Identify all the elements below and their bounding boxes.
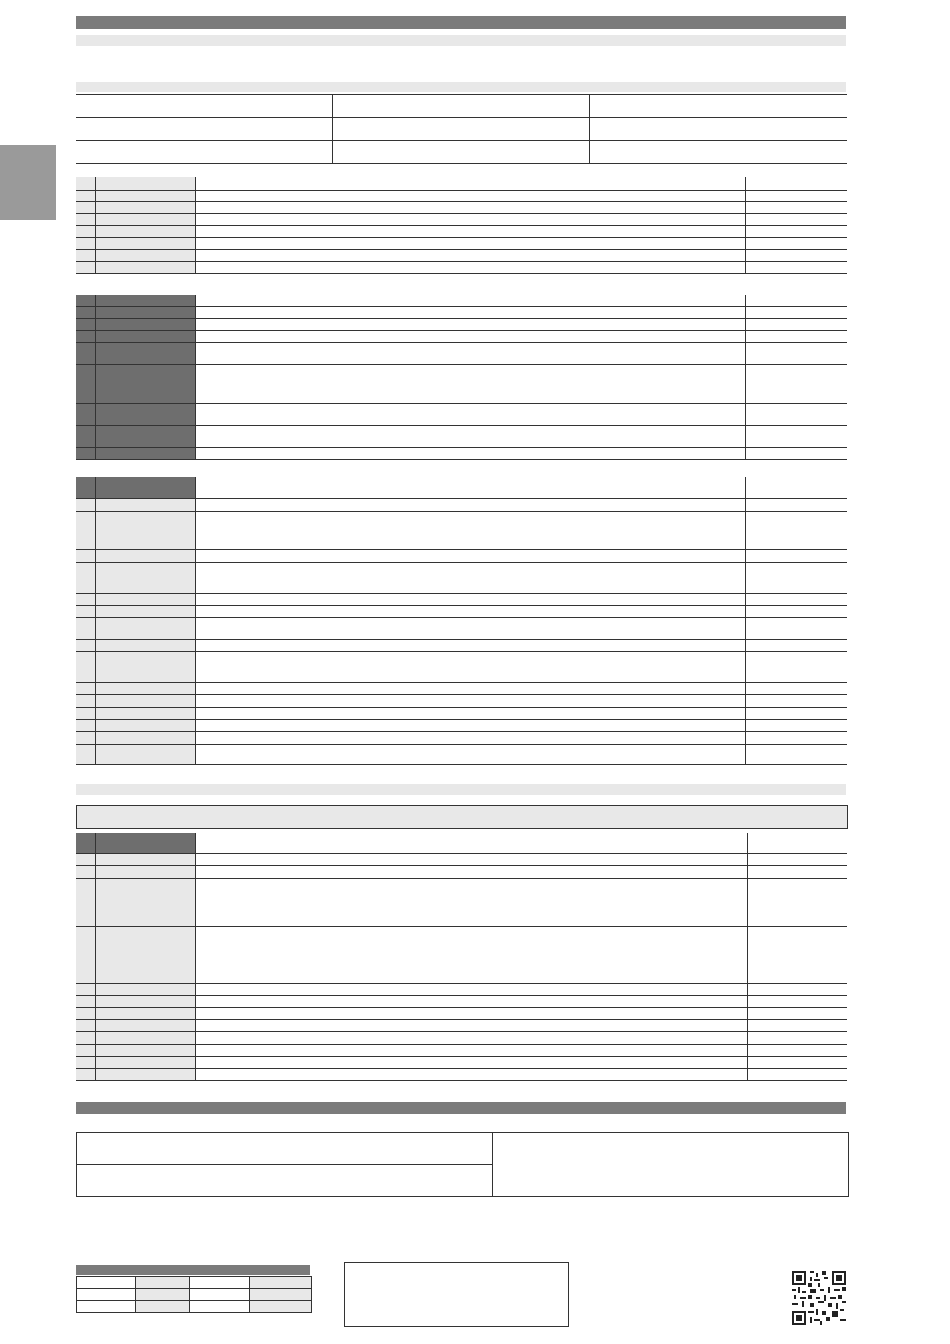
table-cell (196, 365, 746, 404)
table-cell (746, 343, 848, 365)
table-cell (748, 833, 848, 854)
table-row (76, 594, 847, 606)
table-cell (96, 1069, 196, 1081)
table-row (76, 477, 847, 499)
table-row (76, 226, 847, 238)
table-row (76, 708, 847, 720)
table-cell (746, 177, 848, 191)
table-cell (76, 984, 96, 996)
table-cell (746, 295, 848, 307)
table-row (76, 448, 847, 460)
table-cell (748, 866, 848, 879)
table-cell (96, 214, 196, 226)
table-cell (76, 550, 96, 563)
table-cell (96, 307, 196, 319)
table-cell (196, 512, 746, 550)
table-row (76, 1045, 847, 1057)
table-cell (746, 238, 848, 250)
table-cell (76, 708, 96, 720)
table-cell (748, 1057, 848, 1069)
table-row (76, 563, 847, 594)
table-cell (746, 426, 848, 448)
table-row (76, 319, 847, 331)
table-row (76, 879, 847, 927)
table-cell (96, 606, 196, 618)
table-cell (76, 191, 96, 202)
table-row (76, 512, 847, 550)
table-row (76, 745, 847, 765)
table-row (76, 426, 847, 448)
table-cell (76, 307, 96, 319)
table-cell (76, 606, 96, 618)
table-cell (96, 720, 196, 732)
table-cell (196, 879, 748, 927)
table-cell (76, 1069, 96, 1081)
table-cell (96, 448, 196, 460)
header-bar (76, 16, 846, 29)
small-cell (250, 1289, 312, 1301)
table-cell (76, 879, 96, 927)
section-3-box-left-bottom (76, 1164, 494, 1197)
table-cell (96, 732, 196, 745)
table-cell (96, 404, 196, 426)
table-cell (96, 426, 196, 448)
table-row (76, 499, 847, 512)
grid-cell (589, 95, 847, 118)
table-row (76, 343, 847, 365)
table-cell (76, 1032, 96, 1045)
table-cell (196, 1069, 748, 1081)
table-cell (76, 214, 96, 226)
table-cell (76, 996, 96, 1008)
section-2-note (76, 805, 848, 829)
table-cell (748, 1045, 848, 1057)
table-row (76, 732, 847, 745)
table-cell (196, 250, 746, 262)
table-cell (746, 250, 848, 262)
table-cell (96, 1032, 196, 1045)
table-cell (76, 732, 96, 745)
table-cell (76, 1008, 96, 1020)
table-cell (96, 477, 196, 499)
table-cell (76, 499, 96, 512)
table-cell (96, 331, 196, 343)
table-cell (76, 720, 96, 732)
table-cell (196, 563, 746, 594)
table-cell (76, 652, 96, 683)
table-cell (96, 1045, 196, 1057)
section-3-box-left-top (76, 1132, 494, 1166)
table-cell (96, 640, 196, 652)
table-row (76, 1057, 847, 1069)
table-cell (196, 404, 746, 426)
table-cell (746, 550, 848, 563)
table-cell (196, 214, 746, 226)
table-cell (76, 866, 96, 879)
table-cell (746, 191, 848, 202)
table-row (76, 365, 847, 404)
table-cell (196, 996, 748, 1008)
table-cell (96, 343, 196, 365)
table-cell (746, 499, 848, 512)
table-row (76, 1020, 847, 1032)
table-cell (76, 238, 96, 250)
table-cell (96, 652, 196, 683)
table-cell (746, 226, 848, 238)
table-cell (196, 177, 746, 191)
table-cell (748, 1008, 848, 1020)
table-cell (76, 1057, 96, 1069)
small-cell (77, 1289, 136, 1301)
table-row (76, 984, 847, 996)
table-cell (76, 365, 96, 404)
small-cell (250, 1277, 312, 1289)
table-cell (76, 927, 96, 984)
table-row (76, 695, 847, 708)
table-row (76, 652, 847, 683)
table-cell (76, 833, 96, 854)
table-cell (746, 683, 848, 695)
table-cell (196, 618, 746, 640)
grid-cell (332, 141, 589, 164)
table-cell (196, 1057, 748, 1069)
table-cell (96, 984, 196, 996)
table-cell (76, 448, 96, 460)
table-cell (748, 996, 848, 1008)
table-cell (746, 606, 848, 618)
table-row (76, 250, 847, 262)
table-row (76, 1008, 847, 1020)
table-cell (196, 331, 746, 343)
table-cell (196, 307, 746, 319)
section-1-header (76, 82, 846, 92)
table-cell (196, 732, 746, 745)
table-cell (76, 295, 96, 307)
bottom-note-box (344, 1262, 569, 1327)
table-cell (748, 1032, 848, 1045)
table-row (76, 307, 847, 319)
table-cell (96, 550, 196, 563)
table-cell (196, 448, 746, 460)
table-cell (746, 214, 848, 226)
table-cell (96, 295, 196, 307)
table-row (76, 550, 847, 563)
table-cell (96, 1057, 196, 1069)
table-cell (96, 833, 196, 854)
table-cell (746, 640, 848, 652)
table-row (76, 866, 847, 879)
table-cell (746, 262, 848, 274)
table-cell (76, 477, 96, 499)
table-cell (196, 984, 748, 996)
table-cell (196, 1008, 748, 1020)
table-cell (746, 448, 848, 460)
table-cell (746, 563, 848, 594)
table-cell (748, 927, 848, 984)
table-row (76, 833, 847, 854)
table-cell (196, 550, 746, 563)
table-cell (196, 683, 746, 695)
small-cell (190, 1301, 250, 1313)
table-cell (196, 720, 746, 732)
grid-cell (76, 141, 332, 164)
table-cell (76, 319, 96, 331)
table-cell (96, 618, 196, 640)
table-cell (76, 262, 96, 274)
small-cell (136, 1301, 190, 1313)
table-cell (196, 477, 746, 499)
table-cell (96, 250, 196, 262)
table-row (76, 683, 847, 695)
table-cell (196, 262, 746, 274)
table-cell (96, 879, 196, 927)
table-row (76, 720, 847, 732)
table-cell (196, 343, 746, 365)
table-cell (196, 426, 746, 448)
table-cell (748, 879, 848, 927)
header-sub-bar (76, 35, 846, 46)
table-cell (196, 640, 746, 652)
table-cell (76, 695, 96, 708)
table-cell (746, 331, 848, 343)
table-row (76, 996, 847, 1008)
table-cell (76, 226, 96, 238)
table-cell (96, 177, 196, 191)
table-cell (96, 594, 196, 606)
table-cell (196, 295, 746, 307)
table-cell (746, 512, 848, 550)
table-row (76, 854, 847, 866)
table-cell (196, 695, 746, 708)
table-cell (96, 262, 196, 274)
table-cell (196, 1020, 748, 1032)
table-cell (746, 594, 848, 606)
table-cell (196, 866, 748, 879)
table-cell (746, 404, 848, 426)
table-cell (76, 1045, 96, 1057)
table-cell (748, 984, 848, 996)
small-cell (136, 1289, 190, 1301)
grid-cell (76, 95, 332, 118)
table-cell (76, 640, 96, 652)
table-cell (196, 1045, 748, 1057)
table-row (76, 640, 847, 652)
table-cell (96, 996, 196, 1008)
table-cell (76, 202, 96, 214)
table-cell (96, 226, 196, 238)
table-cell (96, 745, 196, 765)
table-row (76, 191, 847, 202)
table-cell (746, 307, 848, 319)
table-cell (76, 563, 96, 594)
table-cell (76, 404, 96, 426)
small-cell (190, 1289, 250, 1301)
table-cell (76, 250, 96, 262)
table-cell (96, 683, 196, 695)
table-cell (96, 499, 196, 512)
table-cell (96, 866, 196, 879)
table-cell (746, 618, 848, 640)
grid-cell (76, 118, 332, 141)
section-3-box-right (492, 1132, 849, 1197)
table-cell (746, 745, 848, 765)
table-cell (746, 720, 848, 732)
table-cell (96, 708, 196, 720)
small-table (76, 1276, 312, 1313)
table-cell (96, 238, 196, 250)
table-row (76, 618, 847, 640)
table-d (76, 833, 847, 1081)
table-cell (96, 695, 196, 708)
table-cell (746, 477, 848, 499)
table-cell (748, 854, 848, 866)
table-cell (746, 652, 848, 683)
table-cell (746, 708, 848, 720)
table-row (76, 214, 847, 226)
table-cell (746, 202, 848, 214)
table-cell (96, 1008, 196, 1020)
table-cell (196, 202, 746, 214)
table-cell (196, 745, 746, 765)
table-cell (196, 226, 746, 238)
table-cell (196, 652, 746, 683)
table-cell (746, 365, 848, 404)
table-row (76, 1032, 847, 1045)
table-cell (746, 695, 848, 708)
table-row (76, 262, 847, 274)
table-cell (96, 202, 196, 214)
table-cell (746, 319, 848, 331)
table-a (76, 177, 847, 274)
table-cell (96, 365, 196, 404)
table-cell (76, 854, 96, 866)
table-cell (196, 191, 746, 202)
table-cell (196, 708, 746, 720)
small-cell (77, 1301, 136, 1313)
table-cell (196, 854, 748, 866)
table-cell (96, 191, 196, 202)
table-cell (76, 343, 96, 365)
table-cell (96, 854, 196, 866)
table-row (76, 1069, 847, 1081)
table-cell (748, 1020, 848, 1032)
table-b (76, 295, 847, 460)
table-c (76, 477, 847, 765)
side-tab (0, 145, 56, 220)
table-row (76, 404, 847, 426)
table-cell (76, 512, 96, 550)
section-2-header (76, 784, 846, 795)
small-cell (136, 1277, 190, 1289)
small-cell (250, 1301, 312, 1313)
table-cell (196, 606, 746, 618)
table-cell (96, 563, 196, 594)
table-cell (196, 499, 746, 512)
table-cell (196, 319, 746, 331)
table-row (76, 331, 847, 343)
qr-code-icon (792, 1271, 846, 1325)
table-row (76, 177, 847, 191)
table-cell (196, 238, 746, 250)
table-cell (76, 618, 96, 640)
table-cell (76, 594, 96, 606)
grid-cell (589, 118, 847, 141)
table-cell (746, 732, 848, 745)
section-3-header (76, 1102, 846, 1114)
table-cell (96, 319, 196, 331)
grid-cell (332, 95, 589, 118)
table-cell (196, 1032, 748, 1045)
table-cell (76, 1020, 96, 1032)
table-cell (96, 512, 196, 550)
table-cell (748, 1069, 848, 1081)
table-cell (76, 745, 96, 765)
table-cell (96, 927, 196, 984)
table-cell (76, 426, 96, 448)
table-cell (196, 594, 746, 606)
table-row (76, 295, 847, 307)
table-row (76, 927, 847, 984)
table-cell (196, 927, 748, 984)
grid-cell (589, 141, 847, 164)
small-cell (77, 1277, 136, 1289)
table-row (76, 202, 847, 214)
small-table-header (76, 1265, 310, 1275)
table-row (76, 606, 847, 618)
table-cell (196, 833, 748, 854)
table-cell (96, 1020, 196, 1032)
table-cell (76, 331, 96, 343)
table-cell (76, 177, 96, 191)
section-1-grid (76, 94, 847, 164)
grid-cell (332, 118, 589, 141)
table-row (76, 238, 847, 250)
small-cell (190, 1277, 250, 1289)
table-cell (76, 683, 96, 695)
